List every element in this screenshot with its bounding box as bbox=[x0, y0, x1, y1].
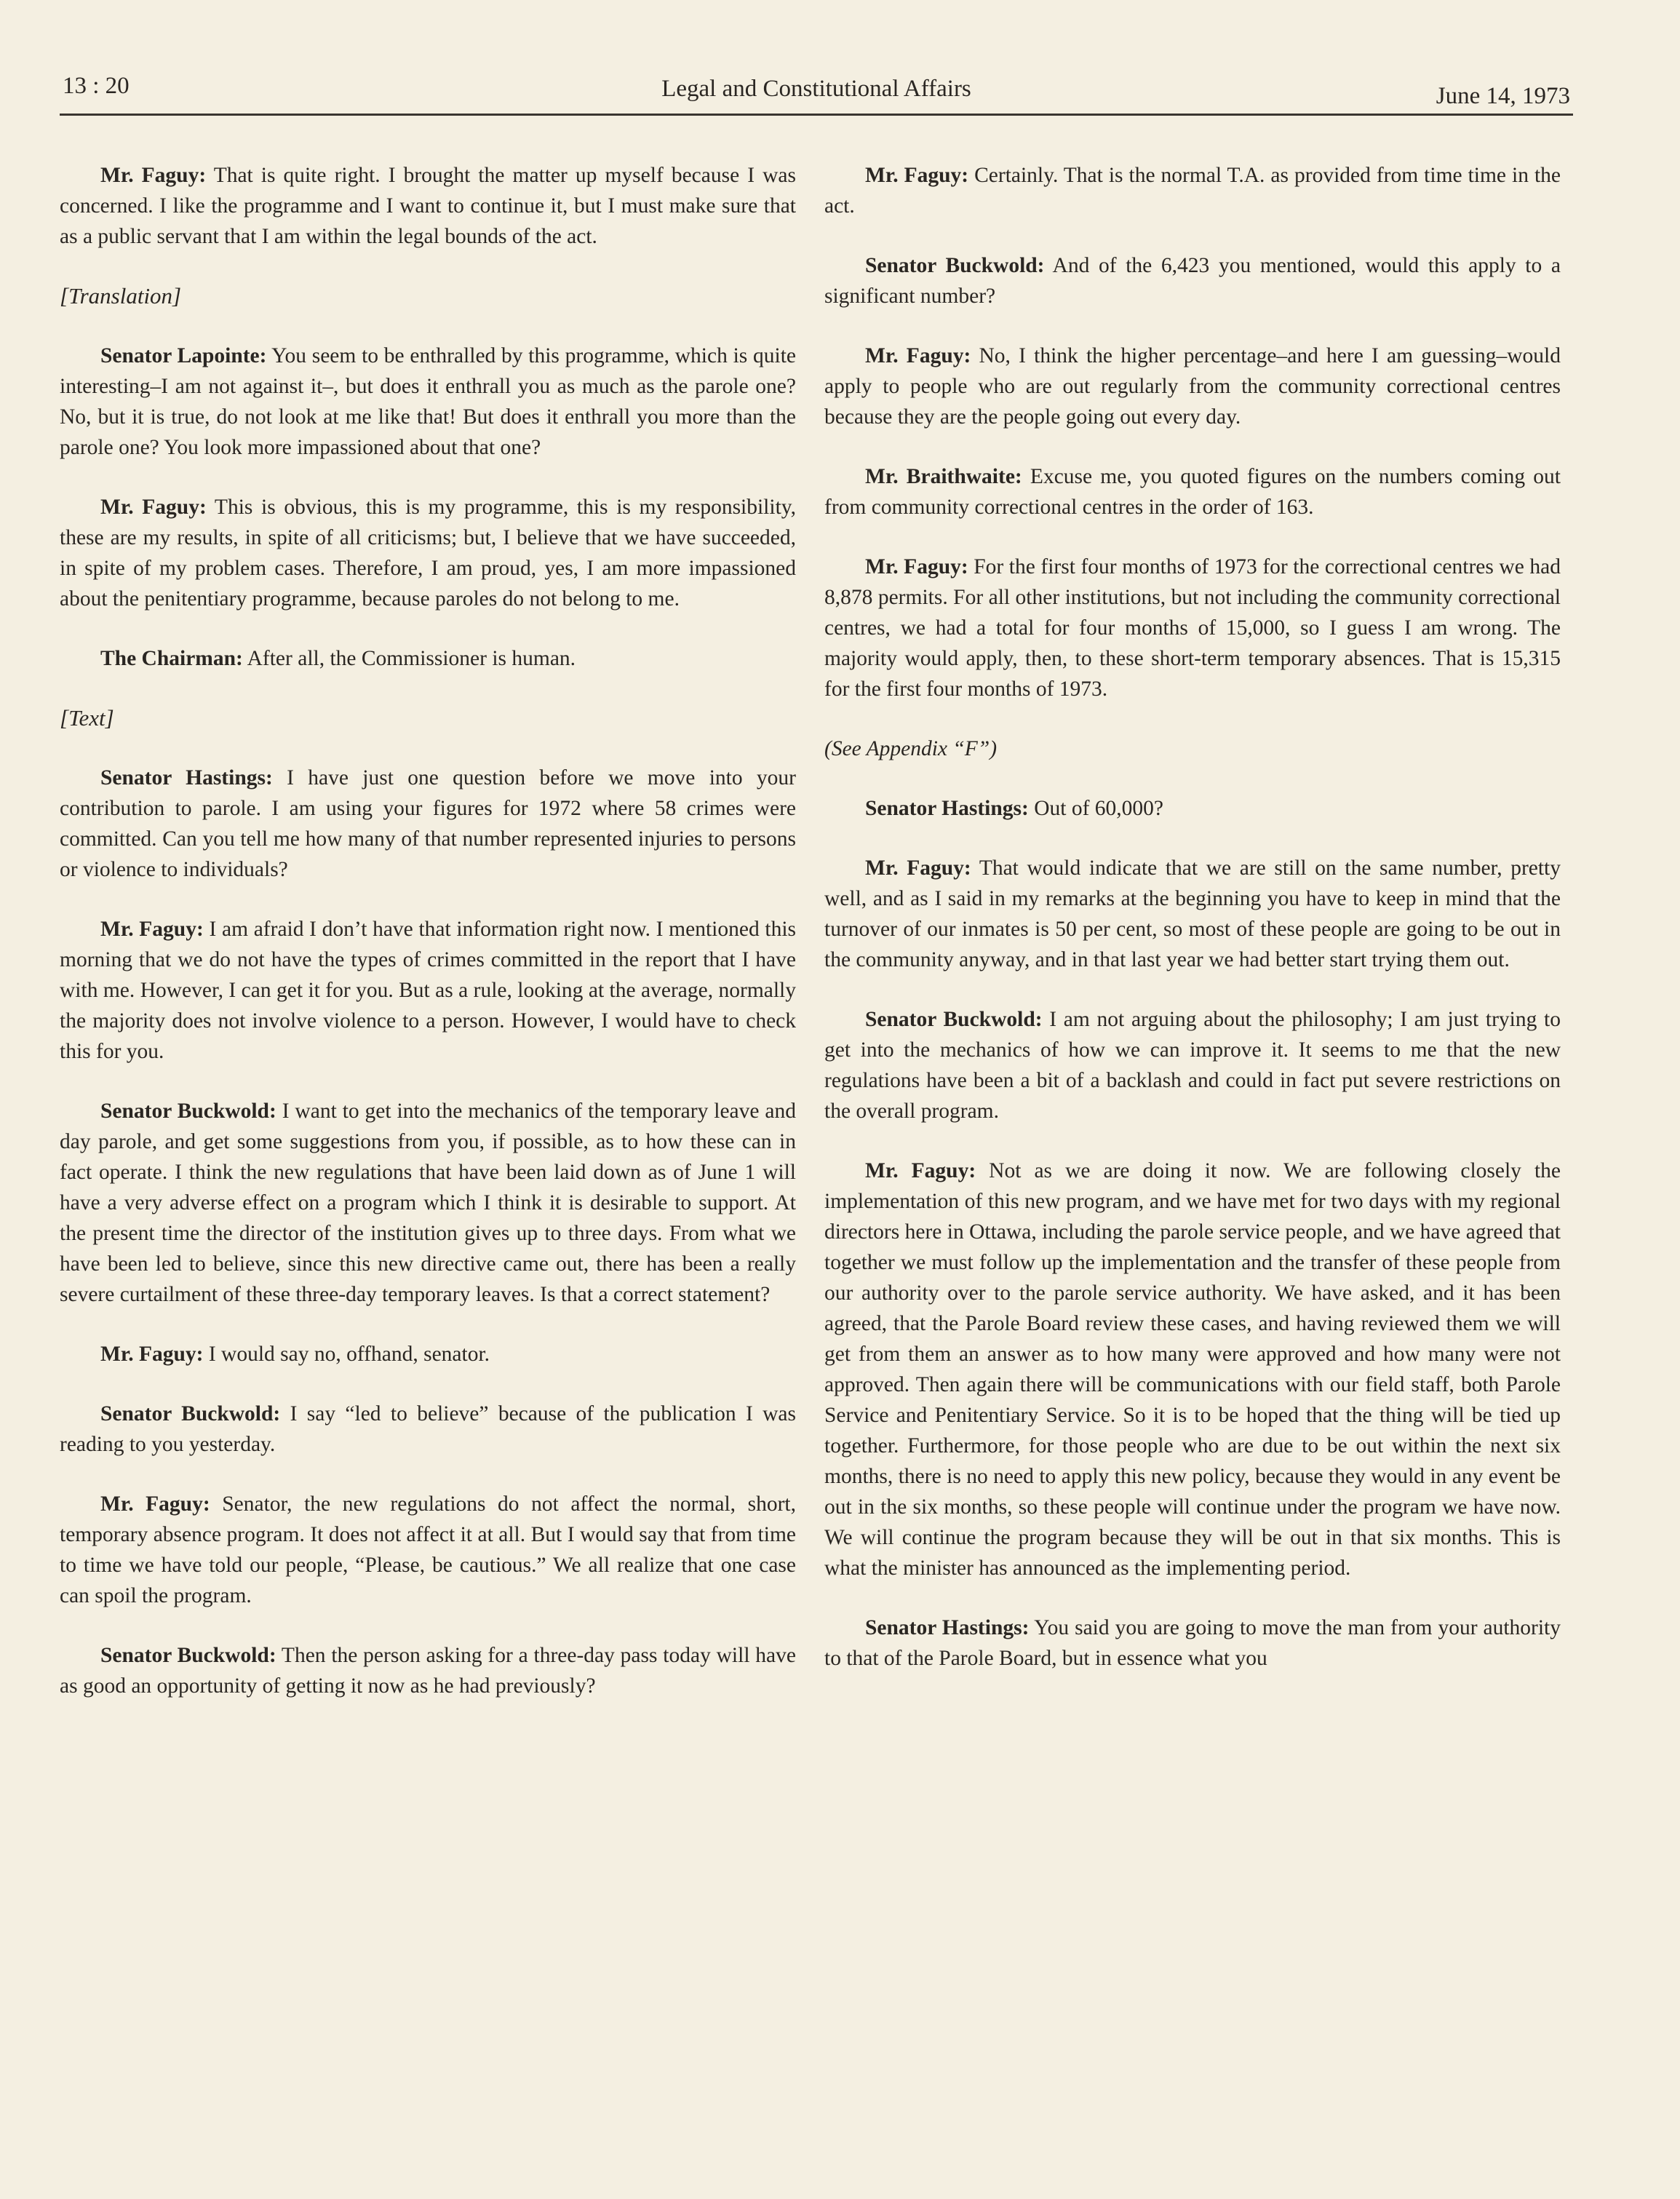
transcript-paragraph bbox=[60, 1640, 796, 1701]
page-date: June 14, 1973 bbox=[1436, 83, 1570, 109]
transcript-paragraph bbox=[60, 763, 796, 885]
speech-text: I have just one question before we move into your contribution to parole. I am using your figures for 1972 where 58 crimes were committed. Can you tell me how many of that number represented injuries to persons or violence to individuals? bbox=[60, 766, 796, 881]
speech-text: After all, the Commissioner is human. bbox=[242, 647, 576, 670]
transcript-paragraph bbox=[60, 1339, 796, 1369]
transcript-paragraph bbox=[60, 160, 796, 252]
speaker-name: Mr. Faguy: bbox=[865, 1159, 976, 1182]
page-folio: 13 : 20 bbox=[63, 73, 130, 99]
speaker-name: Mr. Faguy: bbox=[100, 918, 204, 941]
speaker-name: Senator Buckwold: bbox=[865, 1008, 1043, 1031]
transcript-paragraph bbox=[824, 1613, 1561, 1674]
speaker-name: Mr. Faguy: bbox=[100, 1343, 204, 1366]
speech-text: That would indicate that we are still on the same number, pretty well, and as I said in my remarks at the beginning you have to keep in mind that the turnover of our inmates is 50 per cent, so most of these people are going to be out in the community anyway, and in that last year we had better start trying them out. bbox=[824, 856, 1561, 971]
speech-text: Then the person asking for a three-day pass today will have as good an opportunity of getting it now as he had previously? bbox=[60, 1644, 796, 1698]
speaker-name: Mr. Faguy: bbox=[865, 856, 971, 880]
speech-text: I am not arguing about the philosophy; I am just trying to get into the mechanics of how we can improve it. It seems to me that the new regulations have been a bit of a backlash and could in fact put severe restrictions on the overall program. bbox=[824, 1008, 1561, 1123]
speech-text: That is quite right. I brought the matter up myself because I was concerned. I like the programme and I want to continue it, but I must make sure that as a public servant that I am within the legal bounds of the act. bbox=[60, 164, 797, 248]
speaker-name: Mr. Faguy: bbox=[865, 344, 971, 367]
speaker-name: The Chairman: bbox=[100, 647, 243, 670]
speaker-name: Senator Lapointe: bbox=[100, 344, 267, 367]
transcript-paragraph bbox=[60, 1399, 796, 1460]
speech-text: Senator, the new regulations do not affect the normal, short, temporary absence program. It does not affect it at all. But I would say that from time to time we have told our people, “Please, be cautious.” We all realize that one case can spoil the program. bbox=[60, 1492, 796, 1607]
transcript-paragraph bbox=[60, 643, 796, 674]
speaker-name: Senator Hastings: bbox=[100, 766, 273, 790]
speaker-name: Senator Buckwold: bbox=[100, 1100, 276, 1123]
speech-text: I say “led to believe” because of the publication I was reading to you yesterday. bbox=[60, 1402, 796, 1456]
transcript-paragraph bbox=[824, 853, 1561, 975]
transcript-paragraph bbox=[60, 492, 796, 614]
transcript-paragraph bbox=[824, 1004, 1561, 1126]
speaker-name: Mr. Braithwaite: bbox=[865, 465, 1022, 488]
page-header bbox=[60, 70, 1573, 116]
section-label: [Translation] bbox=[60, 283, 182, 309]
transcript-paragraph bbox=[60, 1096, 796, 1310]
speech-text: This is obvious, this is my programme, this is my responsibility, these are my results, in spite of all criticisms; but, I believe that we have succeeded, in spite of my problem cases. Therefore, I am proud, yes, I am more impassioned about the penitentiary programme, because paroles do not belong to me. bbox=[60, 496, 796, 611]
transcript-paragraph bbox=[824, 160, 1561, 221]
transcript-paragraph bbox=[824, 793, 1561, 824]
speaker-name: Mr. Faguy: bbox=[100, 1492, 210, 1516]
speech-text: No, I think the higher percentage–and here I am guessing–would apply to people who are out regularly from the community correctional centres because they are the people going out every day. bbox=[824, 344, 1561, 429]
speaker-name: Senator Buckwold: bbox=[100, 1402, 281, 1425]
speech-text: Excuse me, you quoted figures on the numbers coming out from community correctional centres in the order of 163. bbox=[824, 465, 1561, 519]
speaker-name: Senator Buckwold: bbox=[100, 1644, 276, 1667]
speaker-name: Senator Hastings: bbox=[865, 797, 1029, 820]
speech-text: You said you are going to move the man from your authority to that of the Parole Board, but in essence what you bbox=[824, 1616, 1561, 1670]
speaker-name: Mr. Faguy: bbox=[100, 496, 207, 519]
section-label: [Text] bbox=[60, 705, 114, 731]
speech-text: And of the 6,423 you mentioned, would this apply to a significant number? bbox=[824, 254, 1561, 308]
speaker-name: Mr. Faguy: bbox=[865, 164, 969, 187]
speech-text: For the first four months of 1973 for the correctional centres we had 8,878 permits. For all other institutions, but not including the community correctional centres, we had a total for four months of 15,000, so I guess I am wrong. The majority would apply, then, to these short-term temporary absences. That is 15,315 for the first four months of 1973. bbox=[824, 555, 1561, 701]
speaker-name: Mr. Faguy: bbox=[100, 164, 207, 187]
transcript-paragraph bbox=[824, 1156, 1561, 1583]
speaker-name: Mr. Faguy: bbox=[865, 555, 968, 578]
speech-text: Certainly. That is the normal T.A. as provided from time time in the act. bbox=[824, 164, 1561, 218]
appendix-reference: (See Appendix “F”) bbox=[824, 737, 998, 760]
speaker-name: Senator Hastings: bbox=[865, 1616, 1030, 1639]
right-column bbox=[824, 160, 1561, 1703]
left-column bbox=[60, 160, 796, 1730]
transcript-paragraph bbox=[60, 341, 796, 463]
speech-text: I would say no, offhand, senator. bbox=[203, 1343, 490, 1366]
transcript-paragraph bbox=[60, 914, 796, 1067]
speech-text: You seem to be enthralled by this programme, which is quite interesting–I am not against it–, but does it enthrall you as much as the parole one? No, but it is true, do not look at me like that! But does it enthrall you more than the parole one? You look more impassioned about that one? bbox=[60, 344, 796, 459]
page-title: Legal and Constitutional Affairs bbox=[661, 76, 971, 102]
speech-text: Not as we are doing it now. We are following closely the implementation of this new program, and we have met for two days with my regional directors here in Ottawa, including the parole service people, and we have agreed that together we must follow up the implementation and the transfer of these people from our authority over to the parole service authority. We have asked, and it has been agreed, that the Parole Board review these cases, and having reviewed them we will get from them an answer as to how many were approved and how many were not approved. Then again there will be communications with our field staff, both Parole Service and Penitentiary Service. So it is to be hoped that the thing will be tied up together. Furthermore, for those people who are due to be out within the next six months, there is no need to apply this new policy, because they would in any event be out in the six months, so these people will continue under the program we have now. We will continue the program because they will be out in that six months. This is what the minister has announced as the implementing period. bbox=[824, 1159, 1561, 1580]
transcript-paragraph bbox=[824, 552, 1561, 704]
speech-text: I want to get into the mechanics of the temporary leave and day parole, and get some suggestions from you, if possible, as to how these can in fact operate. I think the new regulations that have been laid down as of June 1 will have a very adverse effect on a program which I think it is desirable to support. At the present time the director of the institution gives up to three days. From what we have been led to believe, since this new directive came out, there has been a really severe curtailment of these three-day temporary leaves. Is that a correct statement? bbox=[60, 1100, 796, 1306]
transcript-paragraph bbox=[824, 250, 1561, 311]
transcript-paragraph bbox=[824, 341, 1561, 432]
speech-text: I am afraid I don’t have that information right now. I mentioned this morning that we do not have the types of crimes committed in the report that I have with me. However, I can get it for you. But as a rule, looking at the average, normally the majority does not involve violence to a person. However, I would have to check this for you. bbox=[60, 918, 796, 1063]
speaker-name: Senator Buckwold: bbox=[865, 254, 1045, 277]
speech-text: Out of 60,000? bbox=[1028, 797, 1163, 820]
transcript-paragraph bbox=[824, 461, 1561, 522]
transcript-paragraph bbox=[60, 1489, 796, 1611]
